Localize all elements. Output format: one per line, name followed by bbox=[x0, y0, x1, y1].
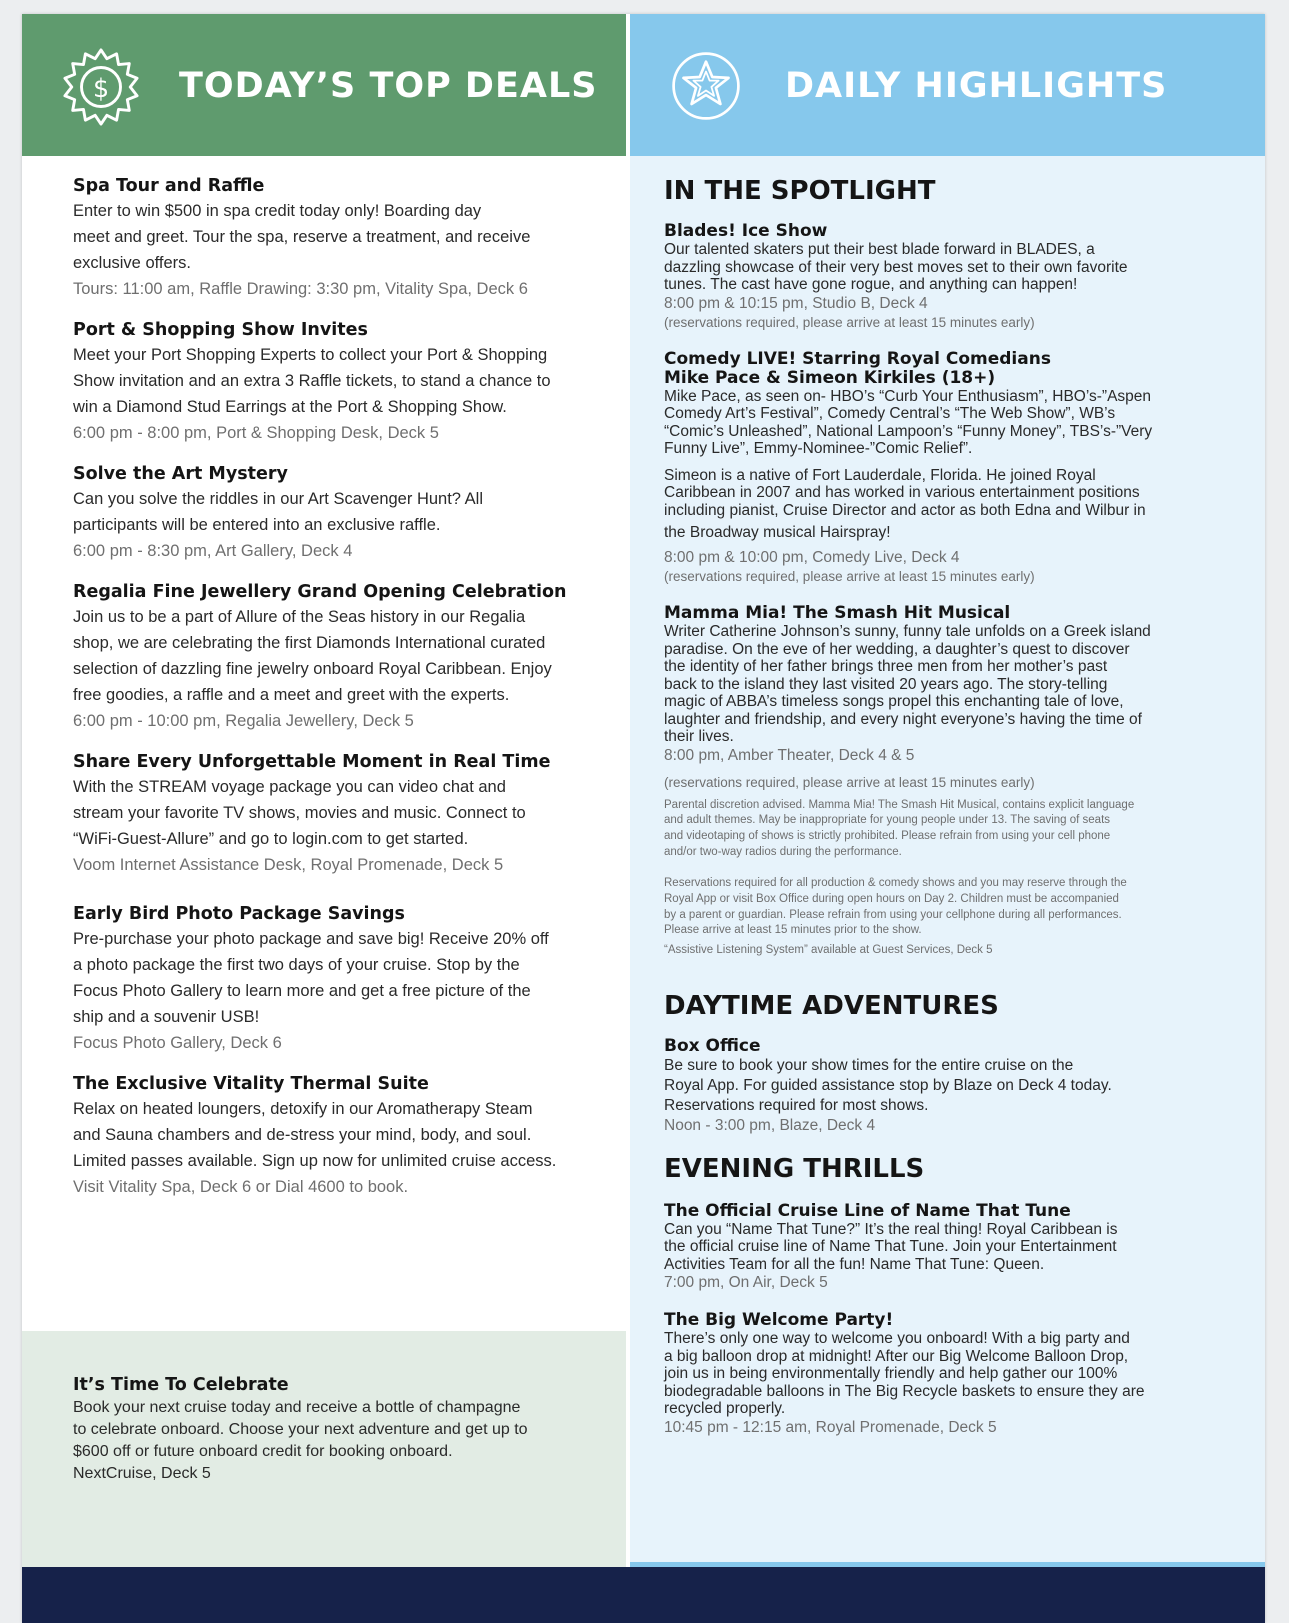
blades-event bbox=[664, 222, 1224, 332]
event-line: a big balloon drop at midnight! After our Big Welcome Balloon Drop, bbox=[664, 1347, 1129, 1365]
fine-print-line: Please arrive at least 15 minutes prior to the show. bbox=[664, 924, 922, 937]
event-line: recycled properly. bbox=[664, 1400, 786, 1418]
event-line: Mike Pace, as seen on- HBO’s “Curb Your Enthusiasm”, HBO’s-”Aspen bbox=[664, 387, 1152, 405]
event-time: 10:45 pm - 12:15 am, Royal Promenade, Deck 5 bbox=[664, 1418, 997, 1436]
event-line: their lives. bbox=[664, 728, 734, 745]
deal-line: a photo package the first two days of your cruise. Stop by the bbox=[73, 956, 520, 974]
event-title: Comedy LIVE! Starring Royal Comedians bbox=[664, 348, 1051, 369]
event-time: 8:00 pm, Amber Theater, Deck 4 & 5 bbox=[664, 746, 915, 764]
deal-meta: Focus Photo Gallery, Deck 6 bbox=[73, 1034, 282, 1052]
event-title: Blades! Ice Show bbox=[664, 221, 828, 241]
deal-line: selection of dazzling fine jewelry onboard Royal Caribbean. Enjoy bbox=[73, 660, 552, 678]
deal-line: participants will be entered into an exclusive raffle. bbox=[73, 516, 441, 534]
deal-line: Can you solve the riddles in our Art Scavenger Hunt? All bbox=[73, 490, 483, 508]
deal-line: Meet your Port Shopping Experts to collect your Port & Shopping bbox=[73, 346, 548, 364]
dollar-badge-icon bbox=[62, 48, 140, 126]
event-title: The Official Cruise Line of Name That Tune bbox=[664, 1200, 1071, 1221]
event-subtitle: Mike Pace & Simeon Kirkiles (18+) bbox=[664, 367, 996, 388]
deal-art-mystery bbox=[73, 462, 593, 564]
deal-title: Solve the Art Mystery bbox=[73, 464, 288, 484]
welcome-party-event bbox=[664, 1311, 1224, 1438]
event-line: “Comic’s Unleashed”, National Lampoon’s “Funny Money”, TBS’s-”Very bbox=[664, 422, 1153, 440]
celebrate-title: It’s Time To Celebrate bbox=[73, 1375, 289, 1395]
deal-meta: 6:00 pm - 8:30 pm, Art Gallery, Deck 4 bbox=[73, 542, 353, 560]
footer-bar bbox=[22, 1567, 1265, 1623]
celebrate-meta: NextCruise, Deck 5 bbox=[73, 1465, 211, 1482]
fine-print-line: and videotaping of shows is strictly prohibited. Please refrain from using your cell phone bbox=[664, 829, 1111, 842]
event-line: Simeon is a native of Fort Lauderdale, Florida. He joined Royal bbox=[664, 466, 1096, 484]
deal-line: shop, we are celebrating the first Diamonds International curated bbox=[73, 634, 546, 652]
deal-line: ship and a souvenir USB! bbox=[73, 1008, 260, 1026]
deal-line: exclusive offers. bbox=[73, 254, 191, 272]
deal-line: Relax on heated loungers, detoxify in our Aromatherapy Steam bbox=[73, 1100, 533, 1118]
event-line: magic of ABBA’s timeless songs propel this enchanting tale of love, bbox=[664, 693, 1124, 710]
deal-line: meet and greet. Tour the spa, reserve a treatment, and receive bbox=[73, 228, 531, 246]
deal-line: Pre-purchase your photo package and save big! Receive 20% off bbox=[73, 930, 549, 948]
deal-photo-package bbox=[73, 902, 593, 1056]
spacer bbox=[664, 458, 1224, 467]
deal-title: Port & Shopping Show Invites bbox=[73, 320, 368, 340]
deal-spa-tour bbox=[73, 174, 593, 302]
fine-print-line: and/or two-way radios during the performance. bbox=[664, 845, 902, 858]
event-line: tunes. The cast have gone rogue, and anything can happen! bbox=[664, 276, 1078, 293]
deal-title: The Exclusive Vitality Thermal Suite bbox=[73, 1074, 429, 1094]
event-line: the official cruise line of Name That Tune. Join your Entertainment bbox=[664, 1238, 1117, 1256]
event-title: Box Office bbox=[664, 1035, 761, 1056]
deals-list bbox=[73, 174, 593, 1216]
spotlight-heading: IN THE SPOTLIGHT bbox=[664, 176, 936, 206]
deal-line: Show invitation and an extra 3 Raffle tickets, to stand a chance to bbox=[73, 372, 551, 390]
svg-text:$: $ bbox=[92, 72, 110, 103]
event-line: Activities Team for all the fun! Name That Tune: Queen. bbox=[664, 1255, 1045, 1273]
event-note: (reservations required, please arrive at least 15 minutes early) bbox=[664, 314, 1035, 330]
celebrate-line: $600 off or future onboard credit for booking onboard. bbox=[73, 1443, 453, 1460]
mamma-mia-event bbox=[664, 604, 1224, 959]
deal-regalia-jewellery bbox=[73, 580, 593, 734]
fine-print-line: Reservations required for all production & comedy shows and you may reserve through the bbox=[664, 877, 1127, 890]
event-line: Royal App. For guided assistance stop by Blaze on Deck 4 today. bbox=[664, 1076, 1112, 1094]
name-that-tune-event bbox=[664, 1202, 1224, 1294]
celebrate-line: Book your next cruise today and receive a bottle of champagne bbox=[73, 1399, 521, 1416]
deal-meta: Voom Internet Assistance Desk, Royal Promenade, Deck 5 bbox=[73, 856, 504, 874]
deal-line: win a Diamond Stud Earrings at the Port & Shopping Show. bbox=[73, 398, 507, 416]
highlights-content bbox=[664, 174, 1224, 1438]
deal-title: Regalia Fine Jewellery Grand Opening Celebration bbox=[73, 582, 567, 602]
assistive-listening-note: “Assistive Listening System” available at Guest Services, Deck 5 bbox=[664, 944, 993, 957]
deal-title: Share Every Unforgettable Moment in Real Time bbox=[73, 752, 551, 772]
deal-meta: Tours: 11:00 am, Raffle Drawing: 3:30 pm, Vitality Spa, Deck 6 bbox=[73, 280, 528, 298]
deal-line: stream your favorite TV shows, movies and music. Connect to bbox=[73, 804, 526, 822]
event-time: 8:00 pm & 10:00 pm, Comedy Live, Deck 4 bbox=[664, 549, 960, 566]
event-title: The Big Welcome Party! bbox=[664, 1310, 894, 1331]
deal-port-shopping bbox=[73, 318, 593, 446]
event-line: Can you “Name That Tune?” It’s the real thing! Royal Caribbean is bbox=[664, 1220, 1118, 1238]
event-line: Comedy Art’s Festival”, Comedy Central’s “The Web Show”, WB’s bbox=[664, 405, 1116, 422]
top-deals-title: TODAY’S TOP DEALS bbox=[179, 66, 598, 106]
deal-title: Early Bird Photo Package Savings bbox=[73, 904, 405, 924]
deal-line: “WiFi-Guest-Allure” and go to login.com to get started. bbox=[73, 830, 469, 848]
event-line: including pianist, Cruise Director and actor as both Edna and Wilbur in bbox=[664, 501, 1146, 519]
fine-print-line: by a parent or guardian. Please refrain from using your cellphone during all performances. bbox=[664, 908, 1122, 921]
event-time: 7:00 pm, On Air, Deck 5 bbox=[664, 1274, 828, 1292]
event-line: join us in being environmentally friendly and help gather our 100% bbox=[664, 1365, 1118, 1383]
reservation-policy bbox=[664, 876, 1224, 939]
daily-highlights-title: DAILY HIGHLIGHTS bbox=[785, 66, 1168, 106]
event-line: There’s only one way to welcome you onboard! With a big party and bbox=[664, 1330, 1130, 1348]
fine-print-line: Parental discretion advised. Mamma Mia! The Smash Hit Musical, contains explicit language bbox=[664, 798, 1135, 811]
deal-meta: 6:00 pm - 8:00 pm, Port & Shopping Desk, Deck 5 bbox=[73, 424, 439, 442]
celebrate-box bbox=[22, 1331, 626, 1567]
celebrate-content bbox=[73, 1373, 573, 1485]
daily-highlights-header bbox=[630, 14, 1265, 156]
event-note: (reservations required, please arrive at least 15 minutes early) bbox=[664, 774, 1035, 790]
event-line: Reservations required for most shows. bbox=[664, 1096, 929, 1114]
box-office-event bbox=[664, 1037, 1224, 1136]
event-line: Our talented skaters put their best blade forward in BLADES, a bbox=[664, 241, 1095, 258]
deal-line: and Sauna chambers and de-stress your mind, body, and soul. bbox=[73, 1126, 532, 1144]
event-line: the Broadway musical Hairspray! bbox=[664, 524, 891, 541]
event-line: Caribbean in 2007 and has worked in various entertainment positions bbox=[664, 484, 1140, 501]
deal-meta: Visit Vitality Spa, Deck 6 or Dial 4600 to book. bbox=[73, 1178, 409, 1196]
comedy-event bbox=[664, 350, 1224, 587]
event-line: biodegradable balloons in The Big Recycle baskets to ensure they are bbox=[664, 1382, 1145, 1400]
event-line: back to the island they last visited 20 years ago. The story-telling bbox=[664, 675, 1108, 693]
celebrate-line: to celebrate onboard. Choose your next adventure and get up to bbox=[73, 1421, 528, 1438]
event-line: Be sure to book your show times for the entire cruise on the bbox=[664, 1056, 1074, 1074]
evening-heading: EVENING THRILLS bbox=[664, 1153, 925, 1184]
deal-stream-package bbox=[73, 750, 593, 878]
event-line: paradise. On the eve of her wedding, a daughter’s quest to discover bbox=[664, 640, 1130, 658]
deal-title: Spa Tour and Raffle bbox=[73, 176, 265, 196]
deal-line: With the STREAM voyage package you can video chat and bbox=[73, 778, 506, 796]
event-line: Writer Catherine Johnson’s sunny, funny tale unfolds on a Greek island bbox=[664, 623, 1151, 640]
fine-print-line: Royal App or visit Box Office during open hours on Day 2. Children must be accompanied bbox=[664, 893, 1119, 906]
event-time: 8:00 pm & 10:15 pm, Studio B, Deck 4 bbox=[664, 294, 928, 312]
event-title: Mamma Mia! The Smash Hit Musical bbox=[664, 603, 1011, 623]
deal-line: Join us to be a part of Allure of the Seas history in our Regalia bbox=[73, 608, 526, 626]
event-line: dazzling showcase of their very best moves set to their own favorite bbox=[664, 258, 1128, 276]
daily-highlights-column bbox=[630, 14, 1265, 1567]
event-line: laughter and friendship, and every night everyone’s having the time of bbox=[664, 710, 1142, 728]
event-line: the identity of her father brings three men from her mother’s past bbox=[664, 658, 1108, 675]
parental-advisory bbox=[664, 798, 1224, 861]
deal-meta: 6:00 pm - 10:00 pm, Regalia Jewellery, Deck 5 bbox=[73, 712, 414, 730]
deal-line: Limited passes available. Sign up now for unlimited cruise access. bbox=[73, 1152, 557, 1170]
event-time: Noon - 3:00 pm, Blaze, Deck 4 bbox=[664, 1116, 876, 1134]
deal-line: Enter to win $500 in spa credit today only! Boarding day bbox=[73, 202, 482, 220]
event-note: (reservations required, please arrive at least 15 minutes early) bbox=[664, 569, 1035, 584]
daytime-heading: DAYTIME ADVENTURES bbox=[664, 990, 999, 1021]
star-circle-icon bbox=[670, 50, 742, 122]
top-deals-column bbox=[22, 14, 626, 1567]
deal-thermal-suite bbox=[73, 1072, 593, 1200]
event-line: Funny Live”, Emmy-Nominee-”Comic Relief”. bbox=[664, 440, 973, 457]
top-deals-header bbox=[22, 14, 626, 156]
deal-line: free goodies, a raffle and a meet and greet with the experts. bbox=[73, 686, 510, 704]
daily-planner-page bbox=[22, 14, 1265, 1623]
fine-print-line: and adult themes. May be inappropriate for young people under 13. The saving of seats bbox=[664, 814, 1111, 827]
deal-line: Focus Photo Gallery to learn more and get a free picture of the bbox=[73, 982, 531, 1000]
